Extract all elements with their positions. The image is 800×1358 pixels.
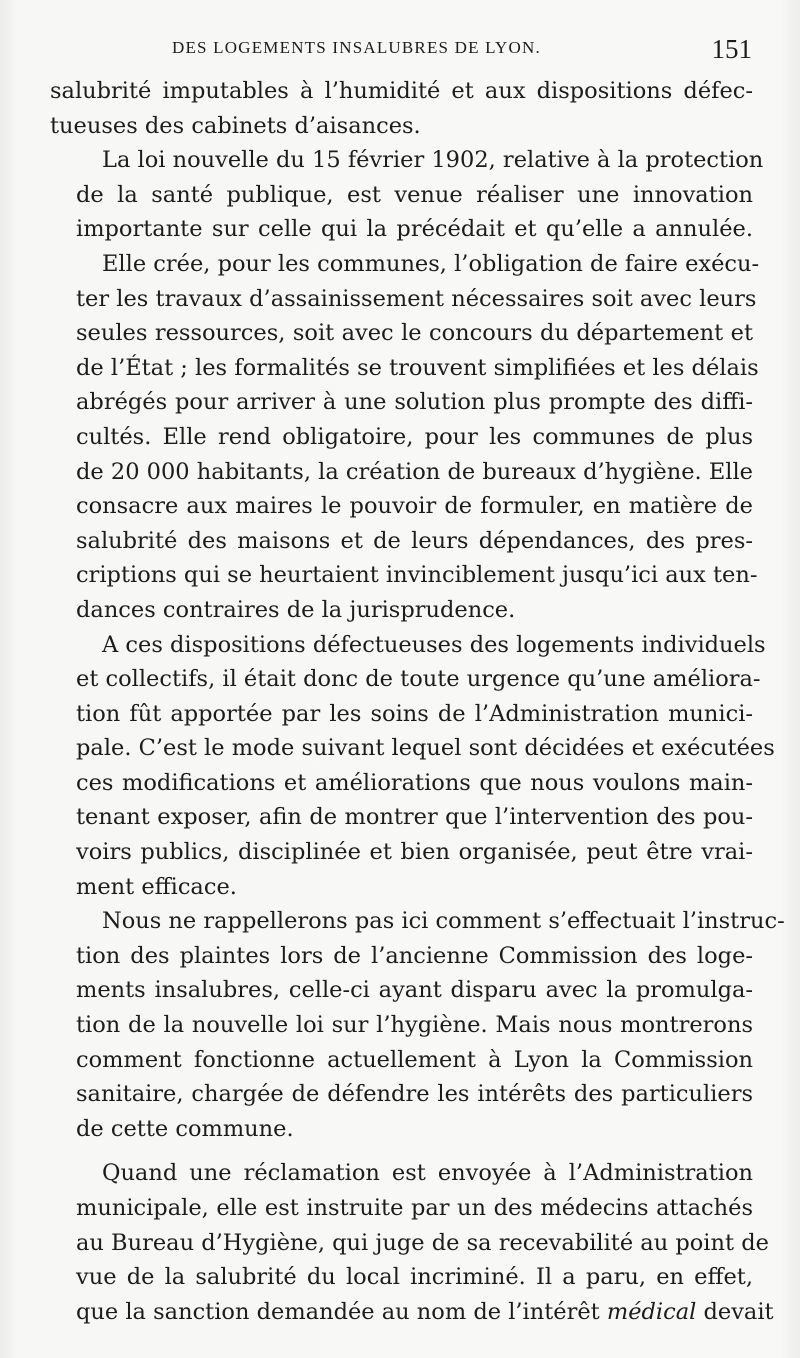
- text-line: et collectifs, il était donc de toute urgence qu’une améliora-: [76, 666, 761, 693]
- text-line: cultés. Elle rend obligatoire, pour les communes de plus: [76, 423, 753, 450]
- text-line: comment fonctionne actuellement à Lyon la Commission: [76, 1046, 753, 1073]
- paragraph: [50, 143, 764, 247]
- text-line: ces modifications et améliorations que nous voulons main-: [76, 769, 753, 796]
- page-number: 151: [711, 34, 752, 64]
- paragraph: [50, 74, 753, 143]
- paragraph: [50, 247, 760, 628]
- italic-word: médical: [606, 1298, 697, 1325]
- text-line: sanitaire, chargée de défendre les intérêts des particuliers: [76, 1081, 753, 1108]
- running-title: DES LOGEMENTS INSALUBRES DE LYON.: [172, 38, 541, 57]
- page-body: [50, 74, 785, 1329]
- text-line: de l’État ; les formalités se trouvent simplifiées et les délais: [76, 354, 759, 381]
- text-line: Nous ne rappellerons pas ici comment s’effectuait l’instruc-: [102, 908, 785, 935]
- text-line: tenant exposer, afin de montrer que l’intervention des pou-: [76, 804, 753, 831]
- text-line: ter les travaux d’assainissement nécessaires soit avec leurs: [76, 285, 757, 312]
- text-line: seules ressources, soit avec le concours du département et: [76, 320, 753, 347]
- text-line: municipale, elle est instruite par un des médecins attachés: [76, 1195, 753, 1221]
- text-line: tion fût apportée par les soins de l’Administration munici-: [76, 700, 753, 727]
- text-line: ment efficace.: [76, 873, 237, 900]
- text-line: de 20 000 habitants, la création de bureaux d’hygiène. Elle: [76, 458, 753, 485]
- paragraph: [50, 1156, 774, 1329]
- page-header: [52, 34, 752, 72]
- text-line: salubrité des maisons et de leurs dépendances, des pres-: [76, 527, 753, 554]
- text-line: abrégés pour arriver à une solution plus prompte des diffi-: [76, 389, 753, 416]
- text-line: [50, 1295, 774, 1330]
- text-line: consacre aux maires le pouvoir de formuler, en matière de: [76, 493, 753, 520]
- text-line: La loi nouvelle du 15 février 1902, relative à la protection: [102, 147, 764, 174]
- text-line: salubrité imputables à l’humidité et aux dispositions défec-: [50, 78, 753, 104]
- text-line: importante sur celle qui la précédait et qu’elle a annulée.: [76, 216, 753, 243]
- text-line: A ces dispositions défectueuses des logements individuels: [102, 631, 766, 658]
- text-run: que la sanction demandée au nom de l’intérêt: [76, 1298, 607, 1325]
- text-line: de cette commune.: [76, 1115, 294, 1142]
- text-line: voirs publics, disciplinée et bien organisée, peut être vrai-: [76, 839, 753, 866]
- text-line: criptions qui se heurtaient invinciblement jusqu’ici aux ten-: [76, 562, 758, 589]
- text-line: dances contraires de la jurisprudence.: [76, 596, 516, 623]
- paragraph: [50, 904, 785, 1146]
- text-run: devait: [696, 1298, 774, 1325]
- text-line: de la santé publique, est venue réaliser une innovation: [76, 181, 753, 208]
- text-line: pale. C’est le mode suivant lequel sont décidées et exécutées: [76, 735, 775, 762]
- text-line: tion des plaintes lors de l’ancienne Commission des loge-: [76, 942, 753, 969]
- text-line: Elle crée, pour les communes, l’obligation de faire exécu-: [102, 250, 760, 277]
- text-line: vue de la salubrité du local incriminé. Il a paru, en effet,: [76, 1264, 753, 1291]
- text-line: ments insalubres, celle-ci ayant disparu avec la promulga-: [76, 977, 753, 1004]
- text-line: au Bureau d’Hygiène, qui juge de sa recevabilité au point de: [76, 1229, 769, 1256]
- paragraph: [50, 628, 775, 905]
- text-line: tueuses des cabinets d’aisances.: [50, 112, 421, 139]
- text-line: tion de la nouvelle loi sur l’hygiène. Mais nous montrerons: [76, 1012, 753, 1039]
- text-line: Quand une réclamation est envoyée à l’Administration: [102, 1160, 753, 1187]
